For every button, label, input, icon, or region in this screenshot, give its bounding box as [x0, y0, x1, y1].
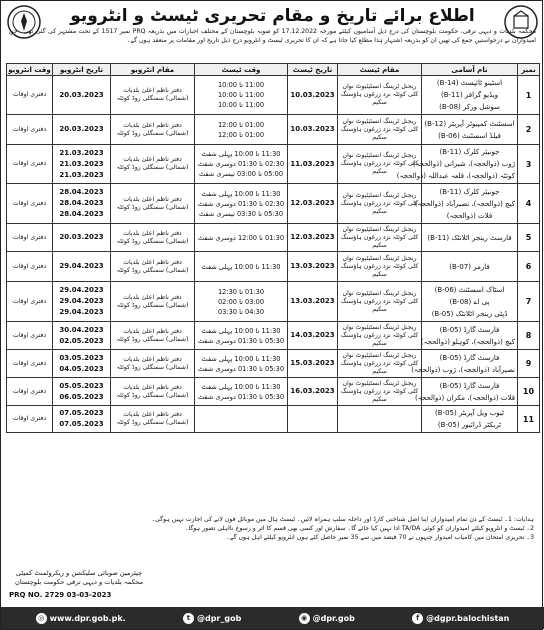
test-time: 05:00 تا 03:00 تیسری شفٹ — [198, 170, 284, 178]
test-venue: ریجنل ٹریننگ انسٹیٹیوٹ نواں کلی کوئٹہ نزد زرغون ہاؤسنگ سکیم — [338, 378, 422, 406]
test-venue: ریجنل ٹریننگ انسٹیٹیوٹ نواں کلی کوئٹہ نزد زرغون ہاؤسنگ سکیم — [338, 184, 422, 224]
test-times — [195, 322, 288, 350]
interview-date: 20.03.2023 — [59, 125, 104, 133]
interview-date: 07.05.2023 — [59, 409, 104, 417]
row-number: 2 — [518, 115, 540, 145]
test-time: 02:30 تا 01:30 دوسری شفٹ — [197, 199, 285, 208]
interview-venue: دفتر ناظم اعلیٰ بلدیات (شمالی) سمنگلی روڈ کوئٹہ — [111, 145, 195, 184]
interview-dates — [53, 115, 111, 145]
interview-dates — [53, 322, 111, 350]
interview-venue: دفتر ناظم اعلیٰ بلدیات (شمالی) سمنگلی روڈ کوئٹہ — [111, 76, 195, 115]
table-row — [7, 224, 540, 252]
test-date: 16.03.2023 — [288, 378, 338, 406]
row-number: 4 — [518, 184, 540, 224]
interview-date: 21.03.2023 — [59, 159, 104, 168]
footer-bar — [1, 607, 544, 629]
post-name: ژوب (ذوالحجہ)، شیرانی (ذوالحجہ) — [412, 160, 515, 168]
row-number: 10 — [518, 378, 540, 406]
table-row — [7, 378, 540, 406]
instagram-icon: ◉ — [299, 613, 310, 624]
post-name: فارسٹ گارڈ (B-05) — [439, 353, 500, 362]
notice-header — [1, 1, 544, 61]
test-date — [288, 406, 338, 433]
test-time: 01:00 تا 12:00 — [217, 130, 265, 139]
interview-date: 21.03.2023 — [59, 148, 104, 157]
twitter-link[interactable] — [183, 613, 241, 624]
test-date: 15.03.2023 — [288, 350, 338, 378]
interview-time: دفتری اوقات — [7, 322, 53, 350]
interview-time: دفتری اوقات — [7, 350, 53, 378]
interview-time: دفتری اوقات — [7, 406, 53, 433]
interview-date: 07.05.2023 — [59, 420, 104, 428]
test-time: 05:30 تا 01:30 دوسری شفٹ — [197, 392, 285, 401]
interview-dates — [53, 224, 111, 252]
instagram-link[interactable] — [299, 613, 355, 624]
post-name: فارسٹ گارڈ (B-05) — [439, 381, 500, 390]
interview-date: 29.04.2023 — [59, 308, 104, 316]
table-row — [7, 282, 540, 322]
test-time: 02:30 تا 01:30 دوسری شفٹ — [197, 160, 285, 168]
test-time: 11:00 تا 10:00 — [217, 101, 265, 109]
interview-dates — [53, 378, 111, 406]
signature-line: چیئرمین صوبائی سلیکشن و ریکروٹمنٹ کمیٹی — [15, 569, 143, 577]
header-interview-time: وقت انٹرویو — [8, 65, 51, 74]
instagram-handle: @dpr.gob — [312, 613, 355, 623]
interview-date: 20.03.2023 — [59, 233, 104, 241]
interview-dates — [53, 282, 111, 322]
test-time: 01:00 تا 12:00 — [217, 120, 265, 129]
test-times — [195, 406, 288, 433]
interview-date: 03.05.2023 — [59, 353, 104, 362]
interview-time: دفتری اوقات — [7, 145, 53, 184]
table-body — [7, 76, 540, 433]
notice-intro: محکمہ بلدیات و دیہی ترقی، حکومت بلوچستان کی درج ذیل آسامیوں کیلئے مورخہ 17.12.2022 کو صوبہ بلوچستان کے مختلف اخبارات میں بذریعہ PRQ نمبر 1517 کے تحت مشتہر کی گئی تھی۔ جن امیدواران نے درخواستیں جمع کی تھیں ان کو بذریعہ اشتہار ہٰذا مطلع کیا جاتا ہے کہ ان کا تحریری ٹیسٹ و انٹرویو درج ذیل تاریخ اور مقامات پر منعقد ہوں گے۔ — [9, 28, 537, 44]
post-names — [422, 115, 518, 145]
test-time: 04:30 تا 03:30 — [217, 307, 265, 316]
post-name: قلات (ذوالحجہ) — [446, 211, 493, 220]
test-date: 10.03.2023 — [288, 115, 338, 145]
interview-time: دفتری اوقات — [7, 378, 53, 406]
post-name: جونیئر کلرک (B-11) — [439, 148, 500, 156]
interview-date: 20.03.2023 — [59, 90, 104, 99]
interview-date: 05.05.2023 — [59, 381, 104, 390]
twitter-icon: t — [183, 613, 194, 624]
row-number: 3 — [518, 145, 540, 184]
post-names — [422, 76, 518, 115]
test-date: 12.03.2023 — [288, 184, 338, 224]
header-no: نمبر — [518, 64, 540, 76]
table-row — [7, 406, 540, 433]
post-names — [411, 350, 518, 378]
signature-line: محکمہ بلدیات و دیہی ترقی حکومت بلوچستان — [15, 578, 144, 586]
row-number: 5 — [518, 224, 540, 252]
post-name: اسٹینو ٹائپسٹ (B-14) — [436, 79, 503, 87]
interview-dates — [53, 406, 111, 433]
test-time: 11:30 تا 10:00 پہلی شفٹ — [201, 326, 281, 335]
interview-time: دفتری اوقات — [7, 252, 53, 282]
test-time: 11:30 تا 10:00 پہلی شفٹ — [201, 150, 281, 158]
interview-date: 02.05.2023 — [59, 336, 104, 345]
post-name: ڈپٹی رینجر اٹلانٹک (B-05) — [431, 309, 508, 318]
test-time: 05:30 تا 03:30 تیسری شفٹ — [198, 209, 284, 218]
post-names — [422, 322, 518, 350]
interview-date: 28.04.2023 — [59, 199, 104, 207]
post-name: نصیرآباد (ذوالحجہ)، ژوب (ذوالحجہ) — [411, 365, 515, 374]
test-venue: ریجنل ٹریننگ انسٹیٹیوٹ نواں کلی کوئٹہ نزد زرغون ہاؤسنگ سکیم — [338, 76, 422, 115]
interview-dates — [53, 145, 111, 184]
test-time: 01:30 تا 12:00 دوسری شفٹ — [197, 233, 285, 242]
interview-time: دفتری اوقات — [7, 282, 53, 322]
row-number: 9 — [518, 350, 540, 378]
interview-venue: دفتر ناظم اعلیٰ بلدیات (شمالی) سمنگلی روڈ کوئٹہ — [111, 378, 195, 406]
post-name: فیلڈ اسسٹنٹ (B-06) — [438, 131, 501, 140]
test-date: 10.03.2023 — [288, 76, 338, 115]
post-name: ٹیوب ویل آپریٹر (B-05) — [435, 409, 504, 417]
signature-block — [15, 569, 143, 587]
test-times — [195, 224, 288, 252]
post-name: ویڈیو گرافر (B-11) — [440, 91, 499, 99]
post-names — [422, 406, 518, 433]
post-name: فارسٹ رینجر اٹلانٹک (B-11) — [427, 233, 512, 242]
post-name: سوشل ورکر (B-08) — [439, 103, 500, 111]
table-header-row — [7, 64, 540, 76]
test-times — [195, 76, 288, 115]
header-test-date: تاریخ ٹیسٹ — [288, 64, 338, 76]
interview-venue: دفتر ناظم اعلیٰ بلدیات (شمالی) سمنگلی روڈ کوئٹہ — [111, 282, 195, 322]
post-names — [414, 184, 518, 224]
facebook-icon: f — [412, 613, 423, 624]
interview-date: 28.04.2023 — [59, 210, 104, 218]
row-number: 11 — [518, 406, 540, 433]
row-number: 1 — [518, 76, 540, 115]
header-interview-date: تاریخ انٹرویو — [53, 64, 111, 76]
instructions — [9, 515, 534, 542]
website-link[interactable] — [36, 613, 126, 624]
facebook-link[interactable] — [412, 613, 509, 624]
interview-date: 04.05.2023 — [59, 364, 104, 373]
post-name: کیچ (ذوالحجہ)، نصیرآباد (ذوالحجہ) — [414, 199, 515, 208]
header-test-venue: مقام ٹیسٹ — [338, 64, 422, 76]
test-date: 11.03.2023 — [288, 145, 338, 184]
header-post: نام آسامی — [422, 64, 518, 76]
test-time: 05:30 تا 01:30 دوسری شفٹ — [197, 364, 285, 373]
test-time: 11:00 تا 10:00 — [217, 81, 265, 89]
interview-venue: دفتر ناظم اعلیٰ بلدیات (شمالی) سمنگلی روڈ کوئٹہ — [111, 322, 195, 350]
test-venue: ریجنل ٹریننگ انسٹیٹیوٹ نواں کلی کوئٹہ نزد زرغون ہاؤسنگ سکیم — [338, 115, 422, 145]
post-name: جونیئر کلرک (B-11) — [439, 187, 500, 196]
test-venue: ریجنل ٹریننگ انسٹیٹیوٹ نواں کلی کوئٹہ نزد زرغون ہاؤسنگ سکیم — [338, 322, 422, 350]
interview-date: 30.04.2023 — [59, 325, 104, 334]
table-row — [7, 252, 540, 282]
test-times — [195, 252, 288, 282]
test-times — [195, 115, 288, 145]
instruction-line: 2۔ ٹیسٹ و انٹرویو کیلئے امیدواران کو کوئی TA/DA ادا نہیں کیا جائے گا۔ سفارش اور کسی بھی قسم کا اثر و رسوخ نااہلی تصور ہوگا۔ — [184, 525, 534, 532]
interview-dates — [53, 76, 111, 115]
test-times — [195, 282, 288, 322]
test-date: 12.03.2023 — [288, 224, 338, 252]
interview-time: دفتری اوقات — [7, 76, 53, 115]
header-interview-venue: مقام انٹرویو — [111, 64, 195, 76]
notice-title: اطلاع برائے تاریخ و مقام تحریری ٹیسٹ و انٹرویو — [70, 6, 475, 26]
table-row — [7, 350, 540, 378]
test-time: 01:30 تا 12:30 — [217, 287, 265, 296]
twitter-handle: @dpr_gob — [196, 613, 242, 623]
test-time: 03:00 تا 02:00 — [217, 297, 265, 306]
interview-time: دفتری اوقات — [7, 224, 53, 252]
interview-dates — [53, 252, 111, 282]
interview-venue: دفتر ناظم اعلیٰ بلدیات (شمالی) سمنگلی روڈ کوئٹہ — [111, 184, 195, 224]
post-name: ٹریکٹر ڈرائیور (B-05) — [437, 421, 502, 429]
test-times — [195, 378, 288, 406]
post-names — [422, 224, 518, 252]
row-number: 7 — [518, 282, 540, 322]
interview-date: 29.04.2023 — [59, 286, 104, 294]
post-name: پی اے (B-08) — [449, 297, 490, 306]
post-name: اسٹاک اسسٹنٹ (B-06) — [434, 285, 505, 294]
facebook-handle: @dgpr.balochistan — [426, 613, 510, 623]
schedule-table — [6, 63, 540, 433]
test-venue: ریجنل ٹریننگ انسٹیٹیوٹ نواں کلی کوئٹہ نزد زرغون ہاؤسنگ سکیم — [338, 282, 422, 322]
globe-icon: ◎ — [36, 613, 47, 624]
post-names — [396, 145, 518, 184]
interview-dates — [53, 184, 111, 224]
header-test-time: وقت ٹیسٹ — [195, 64, 288, 76]
interview-date: 29.04.2023 — [59, 262, 104, 270]
post-name: اسسٹنٹ کمپیوٹر آپریٹر (B-12) — [424, 119, 515, 128]
post-name: کوئٹہ (ذوالحجہ)، قلعہ عبداللہ (ذوالحجہ) — [396, 172, 515, 180]
test-date: 13.03.2023 — [288, 282, 338, 322]
test-time: 11:30 تا 10:00 پہلی شفٹ — [201, 382, 281, 391]
interview-venue: دفتر ناظم اعلیٰ بلدیات (شمالی) سمنگلی روڈ کوئٹہ — [111, 406, 195, 433]
interview-venue: دفتر ناظم اعلیٰ بلدیات (شمالی) سمنگلی روڈ کوئٹہ — [111, 115, 195, 145]
post-names — [422, 252, 518, 282]
table-row — [7, 76, 540, 115]
test-venue: ریجنل ٹریننگ انسٹیٹیوٹ نواں کلی کوئٹہ نزد زرغون ہاؤسنگ سکیم — [338, 145, 422, 184]
interview-date: 06.05.2023 — [59, 392, 104, 401]
test-time: 11:30 تا 10:00 پہلی شفٹ — [201, 354, 281, 363]
row-number: 6 — [518, 252, 540, 282]
test-venue — [338, 406, 422, 433]
website-text: www.dpr.gob.pk. — [49, 613, 126, 623]
post-names — [422, 282, 518, 322]
interview-venue: دفتر ناظم اعلیٰ بلدیات (شمالی) سمنگلی روڈ کوئٹہ — [111, 224, 195, 252]
post-name: فارمر (B-07) — [449, 262, 490, 271]
prq-number: PRQ NO. 2729 03-03-2023 — [9, 591, 112, 599]
interview-date: 28.04.2023 — [59, 188, 104, 196]
post-name: کیچ (ذوالحجہ)، کوہلو (ذوالحجہ) — [420, 337, 515, 346]
table-row — [7, 115, 540, 145]
row-number: 8 — [518, 322, 540, 350]
interview-date: 29.04.2023 — [59, 297, 104, 305]
test-venue: ریجنل ٹریننگ انسٹیٹیوٹ نواں کلی کوئٹہ نزد زرغون ہاؤسنگ سکیم — [338, 252, 422, 282]
table-row — [7, 322, 540, 350]
interview-time: دفتری اوقات — [7, 184, 53, 224]
interview-date: 21.03.2023 — [59, 170, 104, 179]
test-date: 14.03.2023 — [288, 322, 338, 350]
test-venue: ریجنل ٹریننگ انسٹیٹیوٹ نواں کلی کوئٹہ نزد زرغون ہاؤسنگ سکیم — [338, 224, 422, 252]
post-name: قلات (ذوالحجہ)، مکران (ذوالحجہ) — [415, 393, 515, 402]
test-times — [195, 184, 288, 224]
table-row — [7, 184, 540, 224]
instruction-line: ہدایات: 1۔ ٹیسٹ کے دن تمام امیدواران اپنا اصل شناختی کارڈ اور داخلہ سلپ ہمراہ لائیں۔ ٹیسٹ ہال میں موبائل فون لانے کی اجازت نہیں ہوگی۔ — [151, 516, 534, 523]
test-time: 11:30 تا 10:00 پہلی شفٹ — [201, 189, 281, 198]
interview-venue: دفتر ناظم اعلیٰ بلدیات (شمالی) سمنگلی روڈ کوئٹہ — [111, 350, 195, 378]
test-time: 11:00 تا 10:00 — [217, 91, 265, 99]
instruction-line: 3۔ تحریری امتحان میں کامیاب امیدوار جنہوں نے 70 فیصد میں سے 35 نمبر حاصل کئے ہوں انٹرویو کیلئے اہل ہوں گے۔ — [226, 534, 534, 541]
test-times — [195, 350, 288, 378]
interview-time: دفتری اوقات — [7, 115, 53, 145]
table-row — [7, 145, 540, 184]
test-time: 11:30 تا 10:00 پہلی شفٹ — [201, 262, 281, 271]
interview-dates — [53, 350, 111, 378]
test-date: 13.03.2023 — [288, 252, 338, 282]
interview-venue: دفتر ناظم اعلیٰ بلدیات (شمالی) سمنگلی روڈ کوئٹہ — [111, 252, 195, 282]
test-time: 05:30 تا 01:30 دوسری شفٹ — [197, 336, 285, 345]
post-names — [415, 378, 518, 406]
test-times — [195, 145, 288, 184]
post-name: فارسٹ گارڈ (B-05) — [439, 325, 500, 334]
test-venue: ریجنل ٹریننگ انسٹیٹیوٹ نواں کلی کوئٹہ نزد زرغون ہاؤسنگ سکیم — [338, 350, 422, 378]
